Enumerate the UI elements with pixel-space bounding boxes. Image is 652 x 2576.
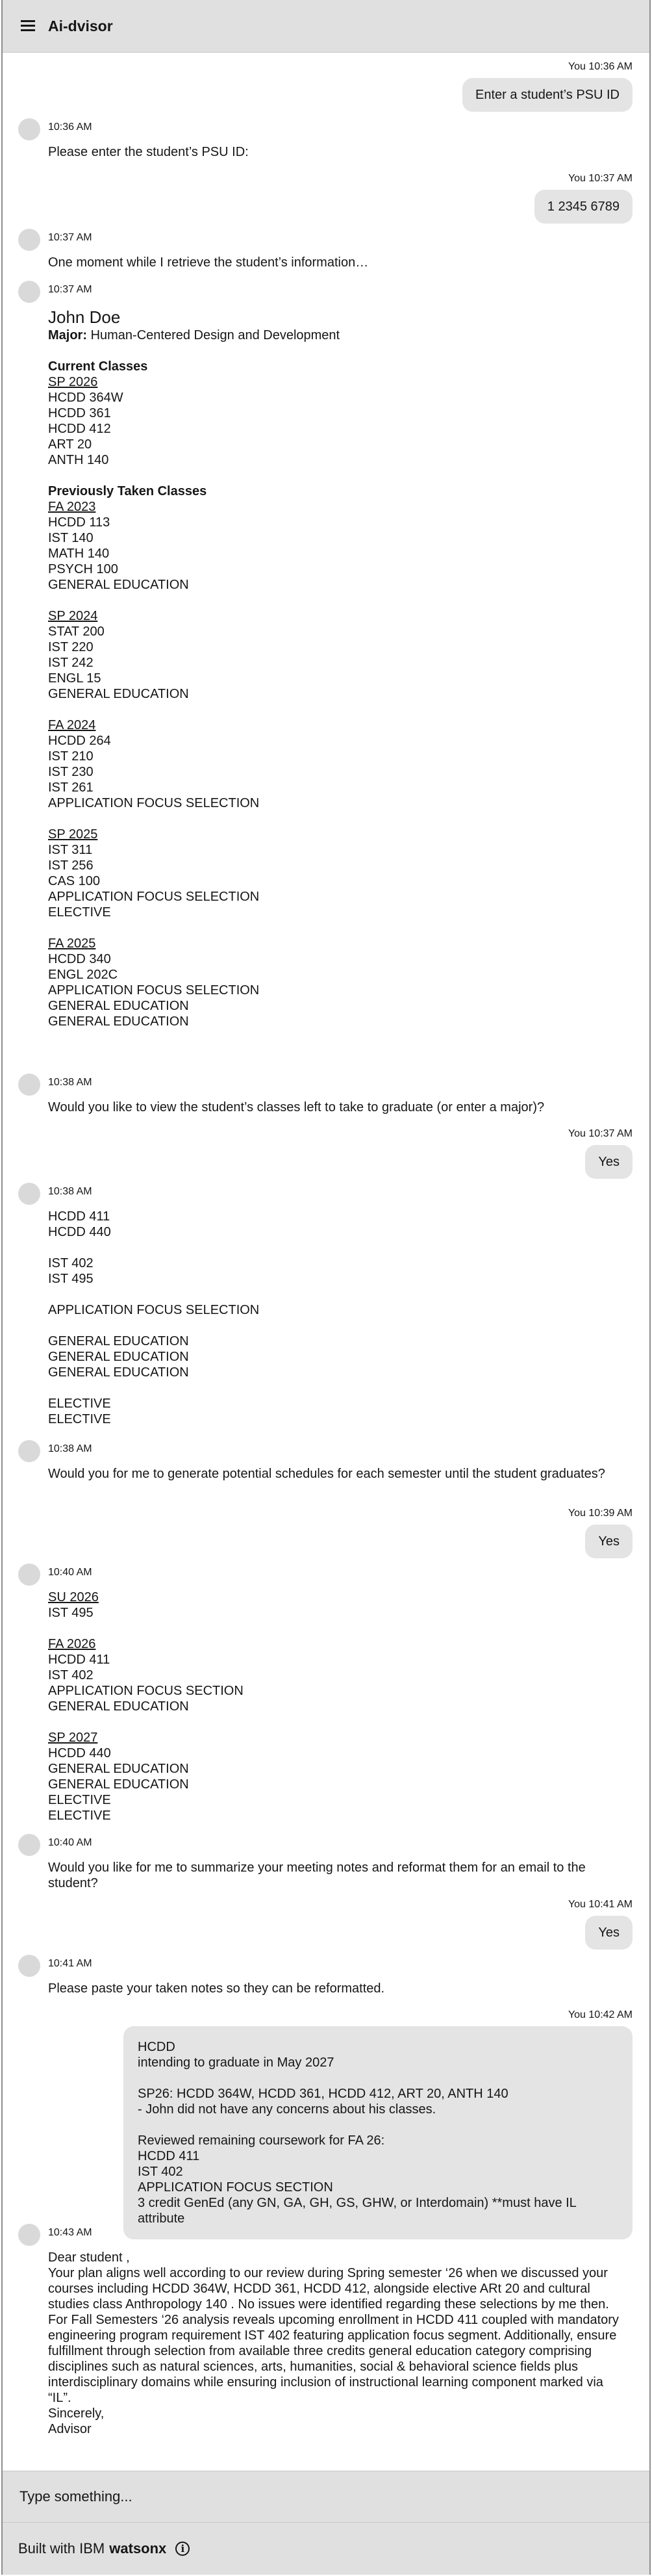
assistant-message (3, 121, 649, 160)
note-line: Reviewed remaining coursework for FA 26: (138, 2133, 385, 2148)
footer (3, 2523, 649, 2575)
spacer (48, 343, 623, 359)
message-body: Would you for me to generate potential schedules for each semester until the student graduates? (48, 1467, 605, 1481)
course-item: IST 242 (48, 656, 94, 670)
message-body (48, 1590, 623, 1823)
note-line: IST 402 (138, 2165, 183, 2179)
message-bubble: Yes (585, 1145, 633, 1179)
assistant-avatar (18, 1440, 40, 1462)
spacer (48, 920, 623, 936)
assistant-avatar (18, 229, 40, 251)
course-item: GENERAL EDUCATION (48, 578, 189, 592)
course-item: GENERAL EDUCATION (48, 1365, 189, 1380)
assistant-avatar (18, 1834, 40, 1856)
term-label: FA 2026 (48, 1637, 96, 1651)
note-line (138, 2117, 618, 2133)
spacer (48, 1318, 623, 1333)
course-item: PSYCH 100 (48, 562, 118, 576)
course-item: GENERAL EDUCATION (48, 687, 189, 701)
course-item: HCDD 361 (48, 406, 111, 420)
course-item: IST 140 (48, 531, 94, 545)
course-item: ENGL 202C (48, 968, 118, 982)
note-line: APPLICATION FOCUS SECTION (138, 2180, 333, 2195)
message-timestamp: 10:37 AM (48, 232, 92, 243)
message-timestamp: You 10:37 AM (568, 173, 633, 184)
footer-brand: watsonx (109, 2540, 167, 2557)
message-timestamp: 10:38 AM (48, 1186, 92, 1197)
spacer (48, 811, 623, 827)
message-bubble: Enter a student’s PSU ID (462, 78, 633, 112)
course-item: IST 210 (48, 749, 94, 764)
user-message (3, 2009, 649, 2239)
assistant-avatar (18, 1955, 40, 1977)
course-item: ELECTIVE (48, 1397, 111, 1411)
assistant-message (3, 1185, 649, 1427)
course-item: CAS 100 (48, 874, 101, 888)
message-timestamp: You 10:37 AM (568, 1128, 633, 1139)
course-item: IST 256 (48, 858, 94, 873)
message-timestamp: You 10:42 AM (568, 2009, 633, 2020)
course-item: MATH 140 (48, 547, 110, 561)
assistant-avatar (18, 2224, 40, 2246)
message-timestamp: 10:36 AM (48, 122, 92, 133)
message-timestamp: 10:38 AM (48, 1077, 92, 1088)
course-item: HCDD 440 (48, 1225, 111, 1239)
spacer (48, 1240, 623, 1256)
course-item: ELECTIVE (48, 1793, 111, 1807)
user-message (3, 1508, 649, 1558)
message-bubble: Yes (585, 1916, 633, 1950)
spacer (48, 702, 623, 717)
term-label: FA 2024 (48, 718, 96, 732)
message-timestamp: 10:43 AM (48, 2227, 92, 2238)
spacer (48, 1714, 623, 1730)
course-item: HCDD 264 (48, 734, 111, 748)
course-item: STAT 200 (48, 625, 105, 639)
term-label: FA 2023 (48, 500, 96, 514)
course-item: IST 495 (48, 1606, 94, 1620)
term-label: SP 2027 (48, 1731, 98, 1745)
note-line: HCDD 411 (138, 2149, 200, 2163)
message-bubble: 1 2345 6789 (534, 190, 633, 224)
email-line: Sincerely, (48, 2406, 105, 2421)
course-item: GENERAL EDUCATION (48, 1777, 189, 1792)
app-title: Ai-dvisor (48, 17, 113, 34)
course-item: ELECTIVE (48, 905, 111, 920)
user-message (3, 173, 649, 224)
course-item: GENERAL EDUCATION (48, 1762, 189, 1776)
major-value: Human-Centered Design and Development (90, 328, 340, 342)
message-composer (3, 2471, 649, 2523)
assistant-message (3, 1566, 649, 1823)
course-item: IST 495 (48, 1272, 94, 1286)
assistant-message (3, 1443, 649, 1482)
message-body: Would you like to view the student’s classes left to take to graduate (or enter a major)? (48, 1100, 545, 1114)
note-line: intending to graduate in May 2027 (138, 2055, 334, 2070)
assistant-message (3, 231, 649, 270)
note-line: HCDD (138, 2040, 175, 2054)
major-label: Major: (48, 328, 87, 342)
course-item: ELECTIVE (48, 1412, 111, 1426)
current-classes-heading: Current Classes (48, 359, 148, 374)
course-item: HCDD 340 (48, 952, 111, 966)
message-timestamp: You 10:36 AM (568, 61, 633, 72)
course-item: GENERAL EDUCATION (48, 1334, 189, 1348)
course-item: GENERAL EDUCATION (48, 1699, 189, 1714)
message-input[interactable] (18, 2488, 605, 2506)
term-label: SU 2026 (48, 1590, 99, 1604)
message-timestamp: 10:38 AM (48, 1443, 92, 1454)
spacer (48, 468, 623, 483)
course-item: HCDD 411 (48, 1209, 110, 1224)
message-body: Please paste your taken notes so they can be reformatted. (48, 1981, 385, 1996)
course-item: GENERAL EDUCATION (48, 999, 189, 1013)
assistant-avatar (18, 1074, 40, 1096)
course-item: GENERAL EDUCATION (48, 1014, 189, 1029)
message-bubble: Yes (585, 1525, 633, 1558)
course-item: APPLICATION FOCUS SELECTION (48, 890, 260, 904)
footer-text: Built with IBM (18, 2540, 105, 2557)
course-item: IST 220 (48, 640, 94, 654)
message-timestamp: 10:40 AM (48, 1567, 92, 1578)
message-body (48, 307, 623, 1029)
note-line: SP26: HCDD 364W, HCDD 361, HCDD 412, ART 20, ANTH 140 (138, 2087, 508, 2101)
course-item: ANTH 140 (48, 453, 109, 467)
note-line: 3 credit GenEd (any GN, GA, GH, GS, GHW, or Interdomain) **must have IL attribute (138, 2196, 577, 2226)
message-body: Please enter the student’s PSU ID: (48, 145, 249, 159)
course-item: IST 402 (48, 1668, 94, 1682)
user-message (3, 1128, 649, 1179)
app-window (1, 0, 651, 2575)
email-line: Dear student , (48, 2250, 130, 2265)
course-item: IST 311 (48, 843, 93, 857)
term-label: SP 2024 (48, 609, 98, 623)
assistant-avatar (18, 1183, 40, 1205)
assistant-message (3, 2226, 649, 2437)
menu-icon[interactable] (21, 20, 35, 32)
user-message (3, 1899, 649, 1950)
message-body (48, 2250, 623, 2437)
term-label: FA 2025 (48, 936, 96, 951)
course-item: ELECTIVE (48, 1809, 111, 1823)
student-major (48, 328, 623, 343)
message-bubble (123, 2026, 633, 2239)
assistant-message (3, 1836, 649, 1891)
course-item: HCDD 364W (48, 391, 123, 405)
assistant-message (3, 1957, 649, 1996)
term-label: SP 2025 (48, 827, 98, 842)
assistant-avatar (18, 1564, 40, 1586)
spacer (48, 1621, 623, 1636)
course-item: IST 230 (48, 765, 94, 779)
spacer (48, 1380, 623, 1396)
course-item: IST 402 (48, 1256, 94, 1270)
message-body (48, 1209, 623, 1427)
course-item: IST 261 (48, 780, 94, 795)
course-item: GENERAL EDUCATION (48, 1350, 189, 1364)
course-item: ENGL 15 (48, 671, 101, 686)
course-item: APPLICATION FOCUS SELECTION (48, 796, 260, 810)
spacer (48, 593, 623, 608)
note-line (138, 2070, 618, 2086)
email-line: Advisor (48, 2422, 92, 2436)
student-name: John Doe (48, 307, 121, 327)
assistant-avatar (18, 118, 40, 140)
message-body: Would you like for me to summarize your meeting notes and reformat them for an email to the student? (48, 1861, 586, 1890)
email-line: For Fall Semesters ‘26 analysis reveals upcoming enrollment in HCDD 411 coupled with mandatory engineering program requirement IST 402 featuring application focus segment. Additionally, ensure fulfillment through selection from available three credits general education category comprising disciplines such as natural sciences, arts, humanities, social & behavioral science fields plus interdisciplinary domains while ensuring inclusion of instructional learning component marked via “IL”. (48, 2313, 619, 2405)
assistant-message (3, 1076, 649, 1115)
course-item: HCDD 412 (48, 422, 111, 436)
course-item: HCDD 411 (48, 1653, 110, 1667)
course-item: HCDD 440 (48, 1746, 111, 1760)
user-message (3, 61, 649, 112)
message-body: One moment while I retrieve the student’s information… (48, 255, 369, 270)
chat-transcript[interactable] (3, 52, 649, 2471)
course-item: APPLICATION FOCUS SELECTION (48, 1303, 260, 1317)
course-item: APPLICATION FOCUS SELECTION (48, 983, 260, 998)
message-timestamp: 10:37 AM (48, 284, 92, 295)
course-item: HCDD 113 (48, 515, 110, 530)
message-timestamp: You 10:39 AM (568, 1508, 633, 1519)
app-header (3, 0, 649, 53)
assistant-avatar (18, 281, 40, 303)
email-line: Your plan aligns well according to our review during Spring semester ‘26 when we discussed your courses including HCDD 364W, HCDD 361, HCDD 412, alongside elective ARt 20 and cultural studies class Anthropology 140 . No issues were identified regarding these selections by me then. (48, 2266, 609, 2312)
spacer (48, 1287, 623, 1302)
course-item: ART 20 (48, 437, 92, 452)
message-timestamp: 10:40 AM (48, 1837, 92, 1848)
previous-classes-heading: Previously Taken Classes (48, 484, 207, 498)
message-timestamp: You 10:41 AM (568, 1899, 633, 1910)
info-icon[interactable]: i (175, 2542, 190, 2556)
term-label: SP 2026 (48, 375, 98, 389)
message-timestamp: 10:41 AM (48, 1958, 92, 1969)
course-item: APPLICATION FOCUS SECTION (48, 1684, 244, 1698)
note-line: - John did not have any concerns about his classes. (138, 2102, 436, 2117)
assistant-message (3, 283, 649, 1029)
